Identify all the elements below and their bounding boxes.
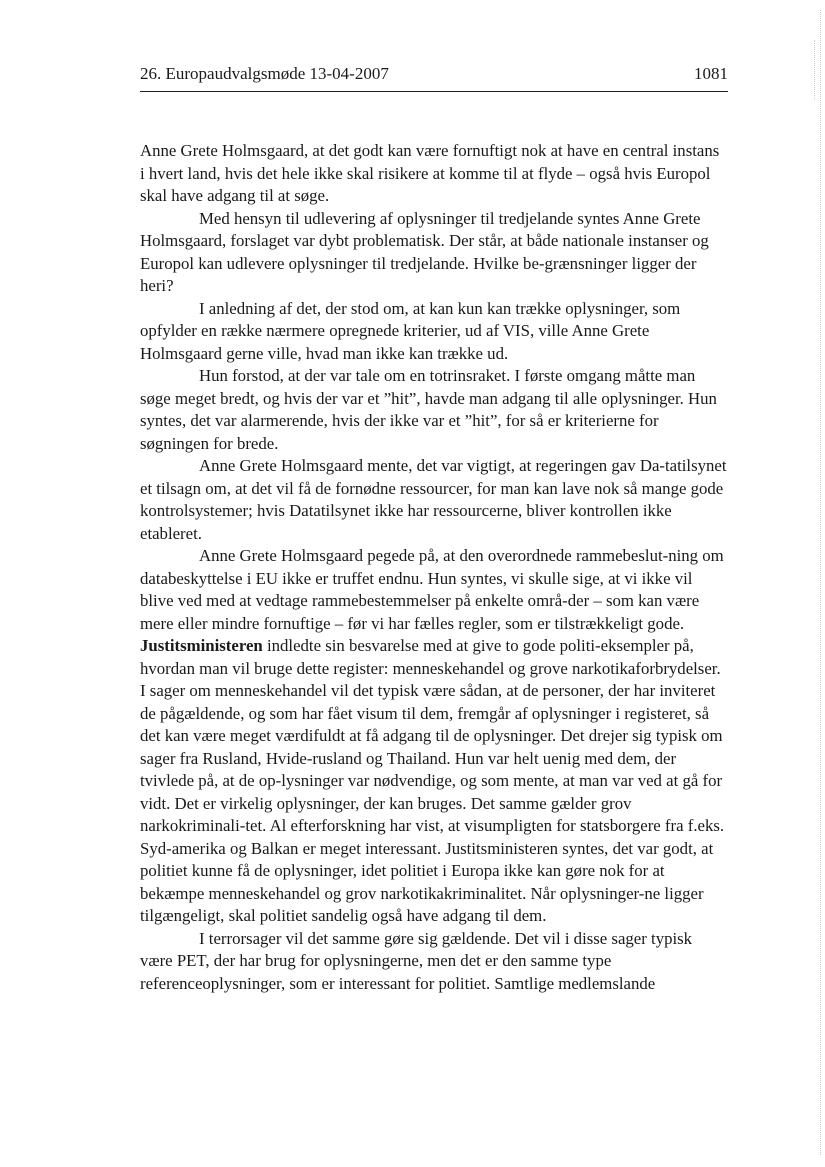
paragraph: Anne Grete Holmsgaard pegede på, at den overordnede rammebeslut-ning om databeskyttelse i EU ikke er truffet endnu. Hun syntes, vi skulle sige, at vi ikke vil blive ved med at vedtage rammebestemmelser på enkelte områ-der – som kan være mere eller mindre fornuftige – før vi har fælles regler, som er tilstrækkeligt gode. — [140, 546, 724, 633]
paragraph: I terrorsager vil det samme gøre sig gældende. Det vil i disse sager typisk være PET, der har brug for oplysningerne, men det er den samme type referenceoplysninger, som er interessant for politiet. Samtlige medlemslande — [140, 928, 693, 993]
page-number: 1081 — [694, 64, 728, 83]
paragraph: Hun forstod, at der var tale om en totrinsraket. I første omgang måtte man søge meget bredt, og hvis der var et ”hit”, havde man adgang til alle oplysninger. Hun syntes, det var alarmerende, hvis der ikke var et ”hit”, for så er kriterierne for søgningen for brede. — [140, 366, 717, 453]
paragraph: I anledning af det, der stod om, at kan kun kan trække oplysninger, som opfylder en række nærmere opregnede kriterier, ud af VIS, ville Anne Grete Holmsgaard gerne ville, hvad man ikke kan trække ud. — [140, 298, 681, 363]
paragraph: Med hensyn til udlevering af oplysninger til tredjelande syntes Anne Grete Holmsgaard, forslaget var dybt problematisk. Der står, at både nationale instanser og Europol kan udlevere oplysninger til tredjelande. Hvilke be-grænsninger ligger der heri? — [140, 208, 709, 295]
body-text — [140, 140, 728, 995]
scan-edge — [820, 10, 821, 1155]
paragraph: Justitsministeren indledte sin besvarelse med at give to gode politi-eksempler på, hvordan man vil bruge dette register: menneskehandel og grove narkotikaforbrydelser. I sager om menneskehandel vil det typisk være sådan, at de personer, der har inviteret de pågældende, og som har fået visum til dem, fremgår af oplysninger i registeret, så det kan være meget værdifuldt at få adgang til de oplysninger. Det drejer sig typisk om sager fra Rusland, Hvide-rusland og Thailand. Hun var helt uenig med dem, der tvivlede på, at de op-lysninger var nødvendige, og som mente, at man var ved at gå for vidt. Det er virkelig oplysninger, der kan bruges. Det samme gælder grov narkokriminali-tet. Al efterforskning har vist, at visumpligten for statsborgere fra f.eks. Syd-amerika og Balkan er meget interessant. Justitsministeren syntes, det var godt, at politiet kunne få de oplysninger, idet politiet i Europa ikke kan gøre nok for at bekæmpe menneskehandel og grov narkotikakriminalitet. Når oplysninger-ne ligger tilgængeligt, skal politiet sandelig også have adgang til dem. — [140, 636, 725, 925]
paragraph: Anne Grete Holmsgaard, at det godt kan være fornuftigt nok at have en central instans i hvert land, hvis det hele ikke skal risikere at komme til at flyde – også hvis Europol skal have adgang til at søge. — [140, 141, 720, 205]
paragraph: Anne Grete Holmsgaard mente, det var vigtigt, at regeringen gav Da-tatilsynet et tilsagn om, at det vil få de fornødne ressourcer, for man kan lave nok så mange gode kontrolsystemer; hvis Datatilsynet ikke har ressourcerne, bliver kontrollen ikke etableret. — [140, 456, 727, 543]
scan-mark — [814, 40, 815, 100]
header-title: 26. Europaudvalgsmøde 13-04-2007 — [140, 64, 389, 83]
speaker-name: Justitsministeren — [140, 636, 263, 655]
page-header — [140, 62, 728, 86]
header-rule — [140, 91, 728, 92]
